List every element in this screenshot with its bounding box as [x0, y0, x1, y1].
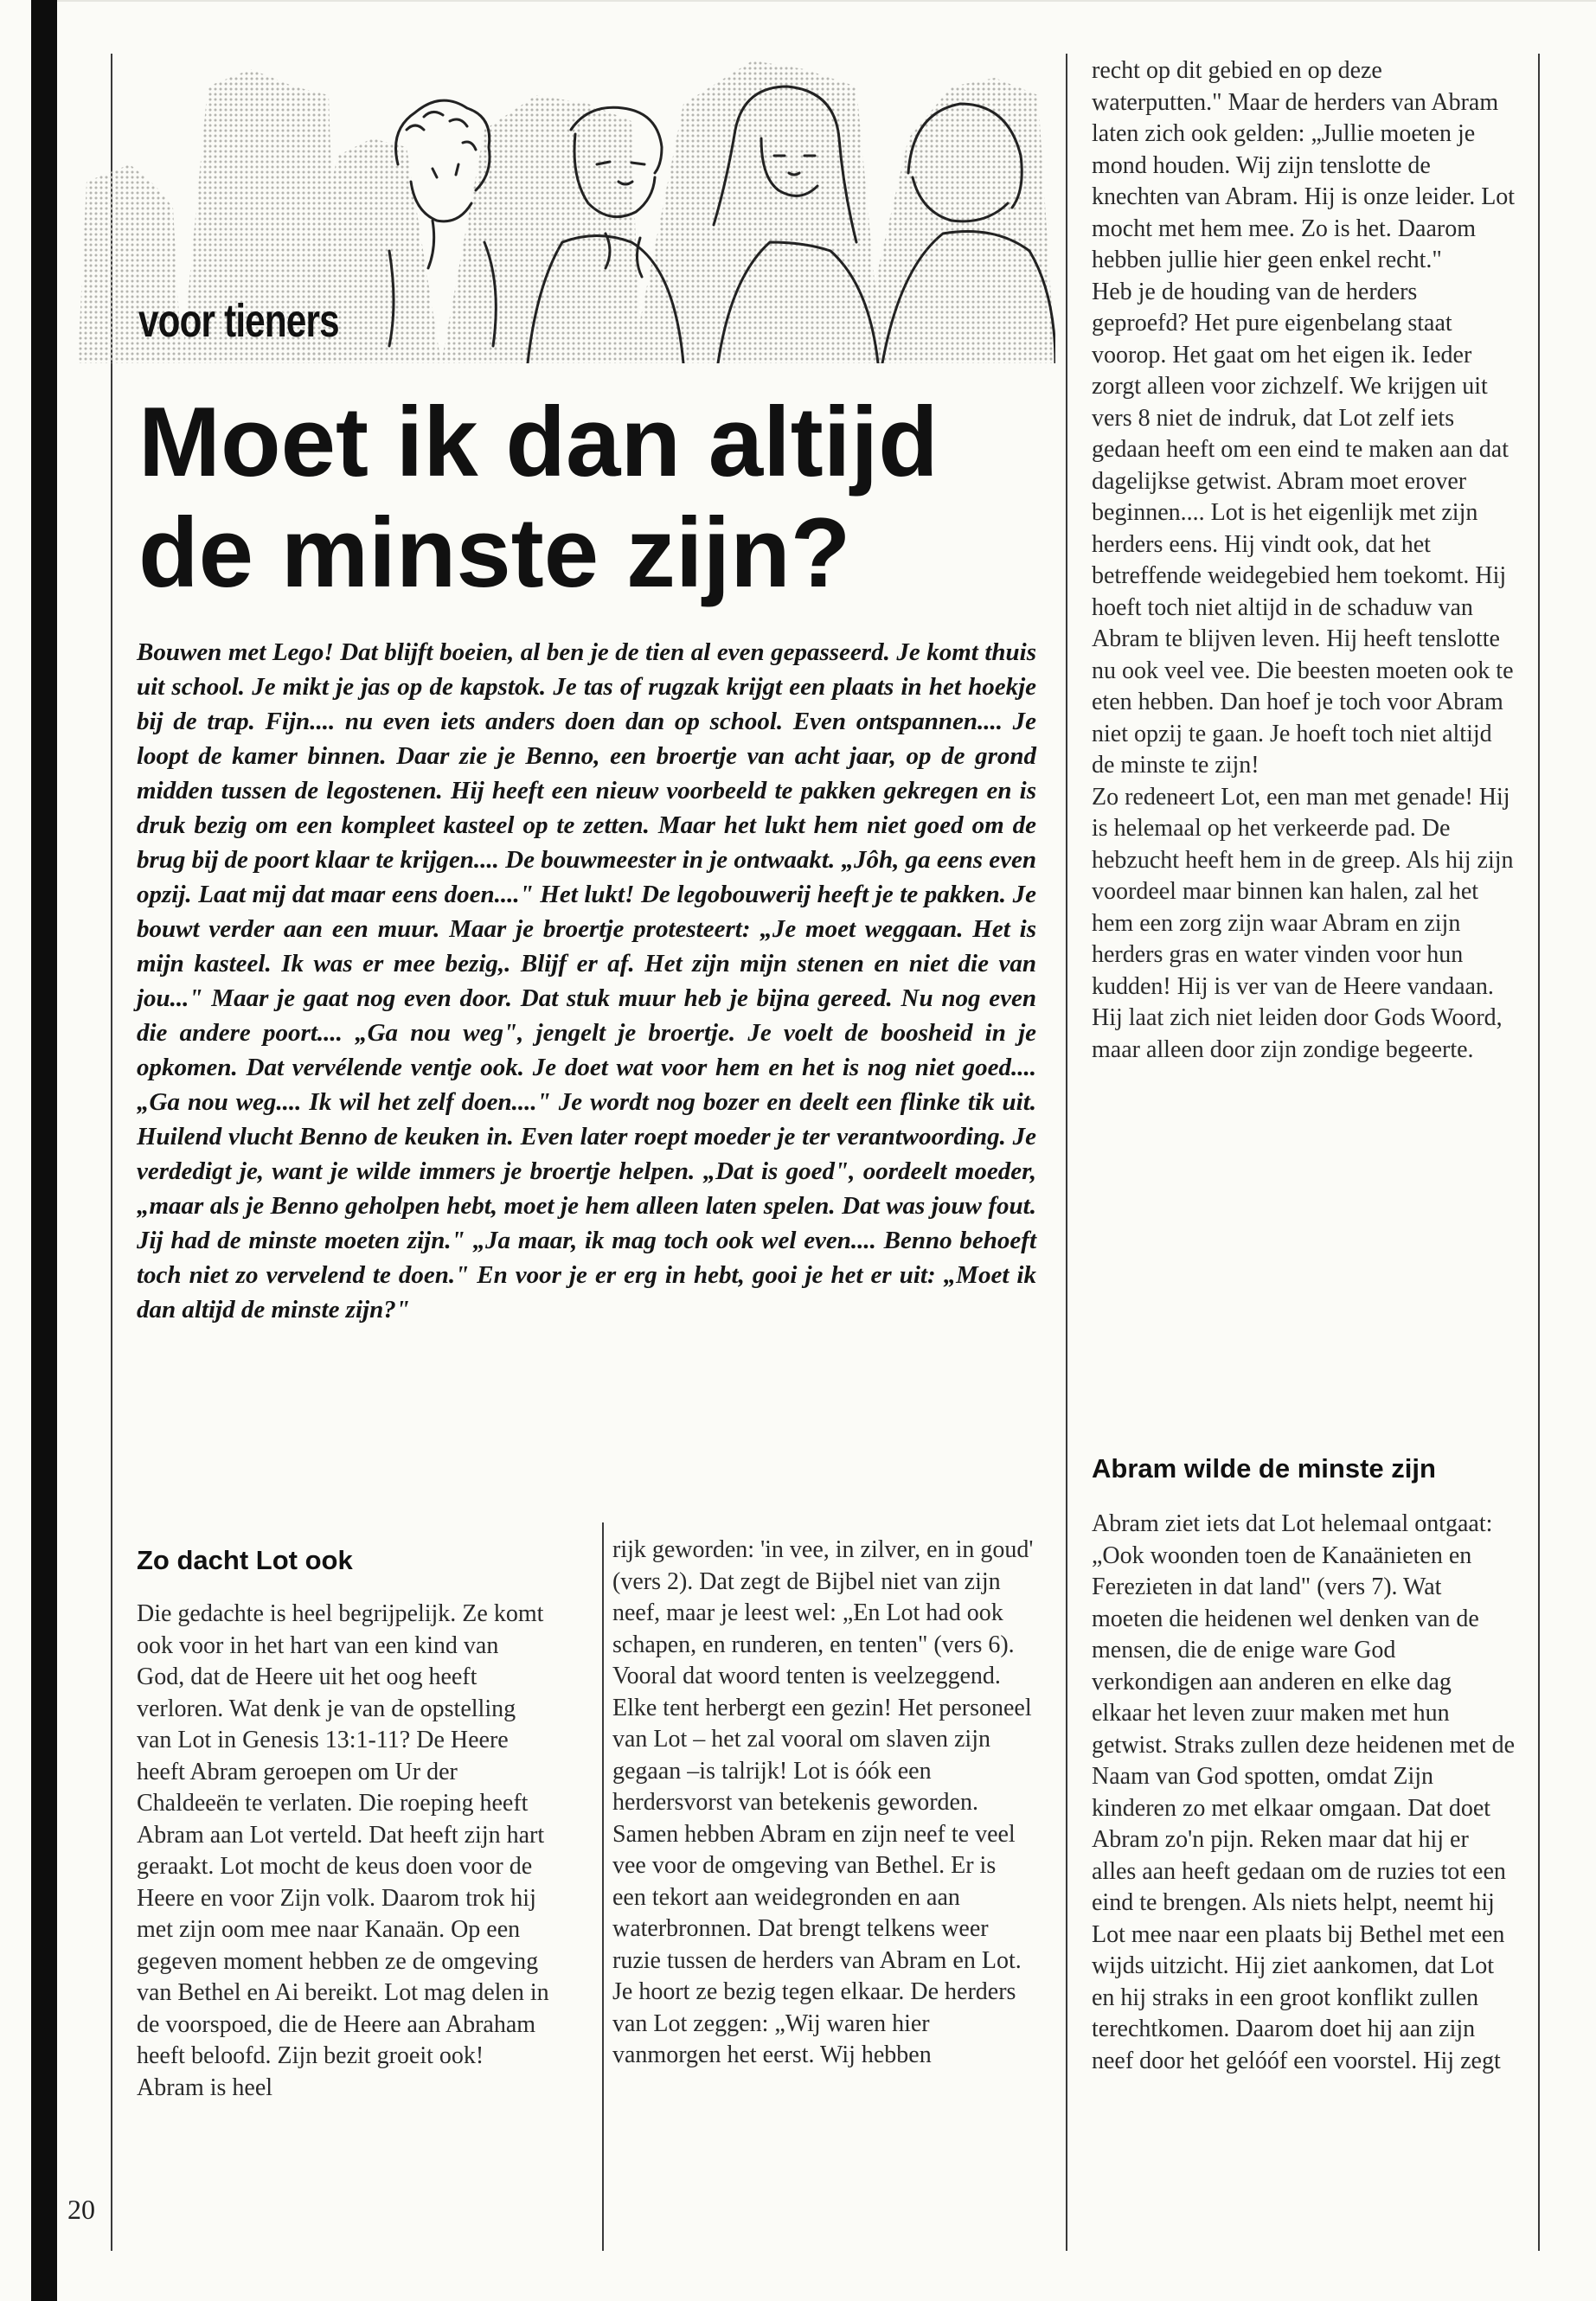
title-line-1: Moet ik dan altijd [138, 388, 939, 497]
rule-center-lower [602, 1522, 604, 2251]
rule-right-column [1066, 54, 1067, 2251]
binding-edge [31, 0, 57, 2301]
paragraph: recht op dit gebied en op deze waterputten." Maar de herders van Abram laten zich ook gelden: „Jullie moeten je mond houden. Wij zijn tenslotte de knechten van Abram. Hij is onze leider. Lot mocht met hem mee. Zo is het. Daarom hebben jullie hier geen enkel recht." [1092, 57, 1516, 273]
column-middle [612, 1535, 1035, 2072]
section-heading-abram: Abram wilde de minste zijn [1092, 1453, 1436, 1484]
page-number: 20 [67, 2194, 95, 2225]
column-right-bottom [1092, 1509, 1516, 2077]
rule-far-right [1538, 54, 1540, 2251]
paragraph: Abram ziet iets dat Lot helemaal ontgaat: „Ook woonden toen de Kanaänieten en Ferezieten in dat land" (vers 7). Wat moeten die heidenen wel denken van de mensen, die de enige ware God verkondigen aan anderen en elke dag elkaar het leven zuur maken met hun getwist. Straks zullen deze heidenen met de Naam van God spotten, omdat Zijn kinderen zo met elkaar omgaan. Dat doet Abram zo'n pijn. Reken maar dat hij er alles aan heeft gedaan om de ruzies tot een eind te brengen. Als niets helpt, neemt hij Lot mee naar een plaats bij Bethel met een wijds uitzicht. Hij ziet aankomen, dat Lot en hij straks in een groot konflikt zullen terechtkomen. Daarom doet hij aan zijn neef door het gelóóf een voorstel. Hij zegt [1092, 1510, 1516, 2074]
column-right-top [1092, 55, 1516, 1066]
paragraph: Die gedachte is heel begrijpelijk. Ze komt ook voor in het hart van een kind van God, dat de Heere uit het oog heeft verloren. Wat denk je van de opstelling van Lot in Genesis 13:1-11? De Heere heeft Abram geroepen om Ur der Chaldeeën te verlaten. Die roeping heeft Abram aan Lot verteld. Dat heeft zijn hart geraakt. Lot mocht de keus doen voor de Heere en voor Zijn volk. Daarom trok hij met zijn oom mee naar Kanaän. Op een gegeven moment hebben ze de omgeving van Bethel en Ai bereikt. Lot mag delen in de voorspoed, die de Heere aan Abraham heeft beloofd. Zijn bezit groeit ook! Abram is heel [137, 1600, 549, 2101]
paragraph: Zo redeneert Lot, een man met genade! Hij is helemaal op het verkeerde pad. De hebzucht heeft hem in de greep. Als hij zijn voordeel maar binnen kan halen, zal het hem een zorg zijn waar Abram en zijn herders gras en water vinden voor hun kudden! Hij is ver van de Heere vandaan. Hij laat zich niet leiden door Gods Woord, maar alleen door zijn zondige begeerte. [1092, 783, 1514, 1063]
column-left [137, 1599, 552, 2104]
top-edge [57, 0, 1596, 2]
intro-paragraph: Bouwen met Lego! Dat blijft boeien, al ben je de tien al even gepasseerd. Je komt thuis uit school. Je mikt je jas op de kapstok. Je tas of rugzak krijgt een plaats in het hoekje bij de trap. Fijn.... nu even iets anders doen dan op school. Even ontspannen.... Je loopt de kamer binnen. Daar zie je Benno, een broertje van acht jaar, op de grond midden tussen de legostenen. Hij heeft een nieuw voorbeeld te pakken gekregen en is druk bezig om een kompleet kasteel op te zetten. Maar het lukt hem niet goed om de brug bij de poort klaar te krijgen.... De bouwmeester in je ontwaakt. „Jôh, ga eens even opzij. Laat mij dat maar eens doen...." Het lukt! De legobouwerij heeft je te pakken. Je bouwt verder aan een muur. Maar je broertje protesteert: „Je moet weggaan. Het is mijn kasteel. Ik was er mee bezig,. Blijf er af. Het zijn mijn stenen en niet die van jou..." Maar je gaat nog even door. Dat stuk muur heb je bijna gereed. Nu nog even die andere poort.... „Ga nou weg", jengelt je broertje. Je voelt de boosheid in je opkomen. Dat vervélende ventje ook. Je doet wat voor hem en het is nog niet goed.... „Ga nou weg.... Ik wil het zelf doen...." Je wordt nog bozer en deelt een flinke tik uit. Huilend vlucht Benno de keuken in. Even later roept moeder je ter verantwoording. Je verdedigt je, want je wilde immers je broertje helpen. „Dat is goed", oordeelt moeder, „maar als je Benno geholpen hebt, moet je hem alleen laten spelen. Dat was jouw fout. Jij had de minste moeten zijn." „Ja maar, ik mag toch ook wel even.... Benno behoeft toch niet zo vervelend te doen." En voor je er erg in hebt, gooi je het er uit: „Moet ik dan altijd de minste zijn?" [137, 638, 1036, 1324]
paragraph: Samen hebben Abram en zijn neef te veel vee voor de omgeving van Bethel. Er is een tekort aan weidegronden en aan waterbronnen. Dat brengt telkens weer ruzie tussen de herders van Abram en Lot. Je hoort ze bezig tegen elkaar. De herders van Lot zeggen: „Wij waren hier vanmorgen het eerst. Wij hebben [612, 1820, 1022, 2068]
section-tag: voor tieners [138, 295, 339, 347]
rule-left [111, 54, 112, 2251]
paragraph: Heb je de houding van de herders geproefd? Het pure eigenbelang staat voorop. Het gaat om het eigen ik. Ieder zorgt alleen voor zichzelf. We krijgen uit vers 8 niet de indruk, dat Lot zelf iets gedaan heeft om een eind te maken aan dat dagelijkse getwist. Abram moet erover beginnen.... Lot is het eigenlijk met zijn herders eens. Hij vindt ook, dat het betreffende weidegebied hem toekomt. Hij hoeft toch niet altijd in de schaduw van Abram te blijven leven. Hij heeft tenslotte nu ook veel vee. Die beesten moeten ook te eten hebben. Dan hoef je toch voor Abram niet opzij te gaan. Je hoeft toch niet altijd de minste te zijn! [1092, 278, 1514, 779]
page-title [138, 388, 1055, 609]
title-line-2: de minste zijn? [138, 498, 851, 608]
section-heading-zo-dacht-lot: Zo dacht Lot ook [137, 1545, 353, 1575]
paragraph: rijk geworden: 'in vee, in zilver, en in goud' (vers 2). Dat zegt de Bijbel niet van zijn neef, maar je leest wel: „En Lot had ook schapen, en runderen, en tenten" (vers 6). Vooral dat woord tenten is veelzeggend. Elke tent herbergt een gezin! Het personeel van Lot – het zal vooral om slaven zijn gegaan –is talrijk! Lot is óók een herdersvorst van betekenis geworden. [612, 1536, 1034, 1816]
